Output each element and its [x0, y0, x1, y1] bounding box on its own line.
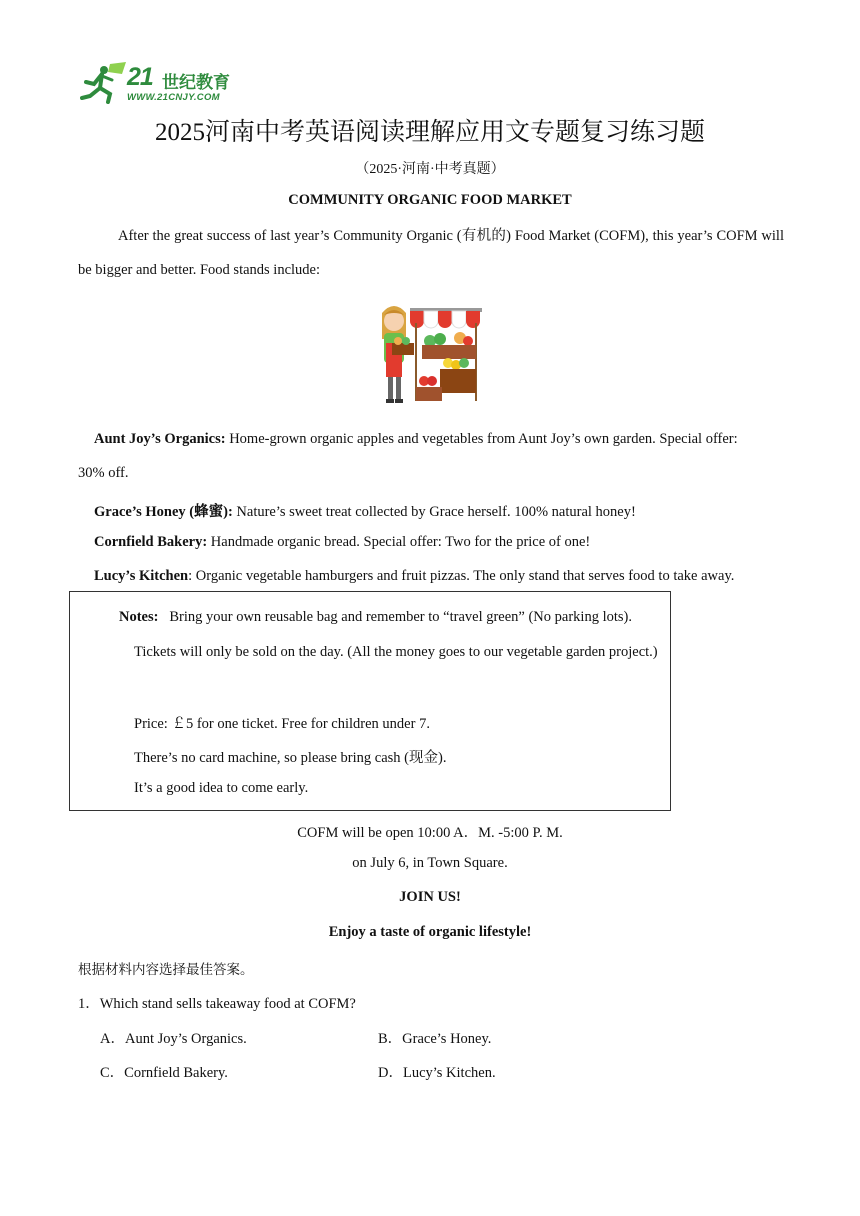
- stand-desc: Handmade organic bread. Special offer: Two for the price of one!: [207, 534, 591, 550]
- logo-chinese: 世纪教育: [162, 73, 230, 93]
- site-logo: [80, 62, 250, 106]
- runner-icon: [80, 62, 130, 106]
- stand-grace-honey: [94, 500, 636, 521]
- logo-number: 21: [127, 63, 153, 91]
- notes-text: Bring your own reusable bag and remember to “travel green” (No parking lots).: [169, 609, 632, 625]
- open-time: COFM will be open 10:00 A．M. -5:00 P. M.: [297, 825, 563, 841]
- stand-name: Lucy’s Kitchen: [94, 568, 189, 584]
- question-1: 1．Which stand sells takeaway food at COFM?: [78, 996, 356, 1012]
- market-heading: COMMUNITY ORGANIC FOOD MARKET: [288, 192, 572, 208]
- enjoy-slogan: Enjoy a taste of organic lifestyle!: [328, 924, 532, 940]
- stand-name: Grace’s Honey (蜂蜜):: [94, 504, 233, 520]
- source-note: （2025·河南·中考真题）: [355, 162, 505, 177]
- option-b[interactable]: B．Grace’s Honey.: [378, 1031, 492, 1047]
- instruction: 根据材料内容选择最佳答案。: [78, 962, 254, 978]
- option-c[interactable]: C．Cornfield Bakery.: [100, 1065, 228, 1081]
- stand-desc: : Organic vegetable hamburgers and fruit pizzas. The only stand that serves food to take away.: [188, 568, 735, 584]
- option-d[interactable]: D．Lucy’s Kitchen.: [378, 1065, 496, 1081]
- option-a[interactable]: A．Aunt Joy’s Organics.: [100, 1031, 247, 1047]
- join-us: JOIN US!: [399, 889, 461, 905]
- stand-cornfield-bakery: [94, 534, 590, 551]
- page-title: 2025河南中考英语阅读理解应用文专题复习练习题: [154, 119, 705, 146]
- open-place: on July 6, in Town Square.: [352, 855, 508, 871]
- market-stall-illustration: [370, 293, 486, 413]
- stand-lucy-kitchen: [94, 568, 734, 585]
- notes-label: Notes:: [119, 609, 159, 625]
- notes-line-3: Price: ￡5 for one ticket. Free for children under 7.: [134, 716, 430, 732]
- notes-line-5: It’s a good idea to come early.: [134, 780, 309, 796]
- stand-desc: Home-grown organic apples and vegetables from Aunt Joy’s own garden. Special offer:: [225, 431, 738, 447]
- logo-url: WWW.21CNJY.COM: [127, 92, 220, 103]
- stand-aunt-joy-continued: 30% off.: [78, 465, 129, 481]
- stand-name: Aunt Joy’s Organics:: [94, 431, 226, 447]
- notes-line-1: [119, 609, 632, 626]
- stand-desc: Nature’s sweet treat collected by Grace herself. 100% natural honey!: [232, 504, 636, 520]
- notes-line-4: There’s no card machine, so please bring cash (现金).: [134, 750, 447, 766]
- notes-line-2: Tickets will only be sold on the day. (All the money goes to our vegetable garden project.): [134, 644, 658, 660]
- stand-aunt-joy: [94, 431, 738, 448]
- intro-paragraph: After the great success of last year’s Community Organic (有机的) Food Market (COFM), this year’s COFM will be bigger and better. Food stands include:: [78, 228, 784, 278]
- stand-name: Cornfield Bakery:: [94, 534, 208, 550]
